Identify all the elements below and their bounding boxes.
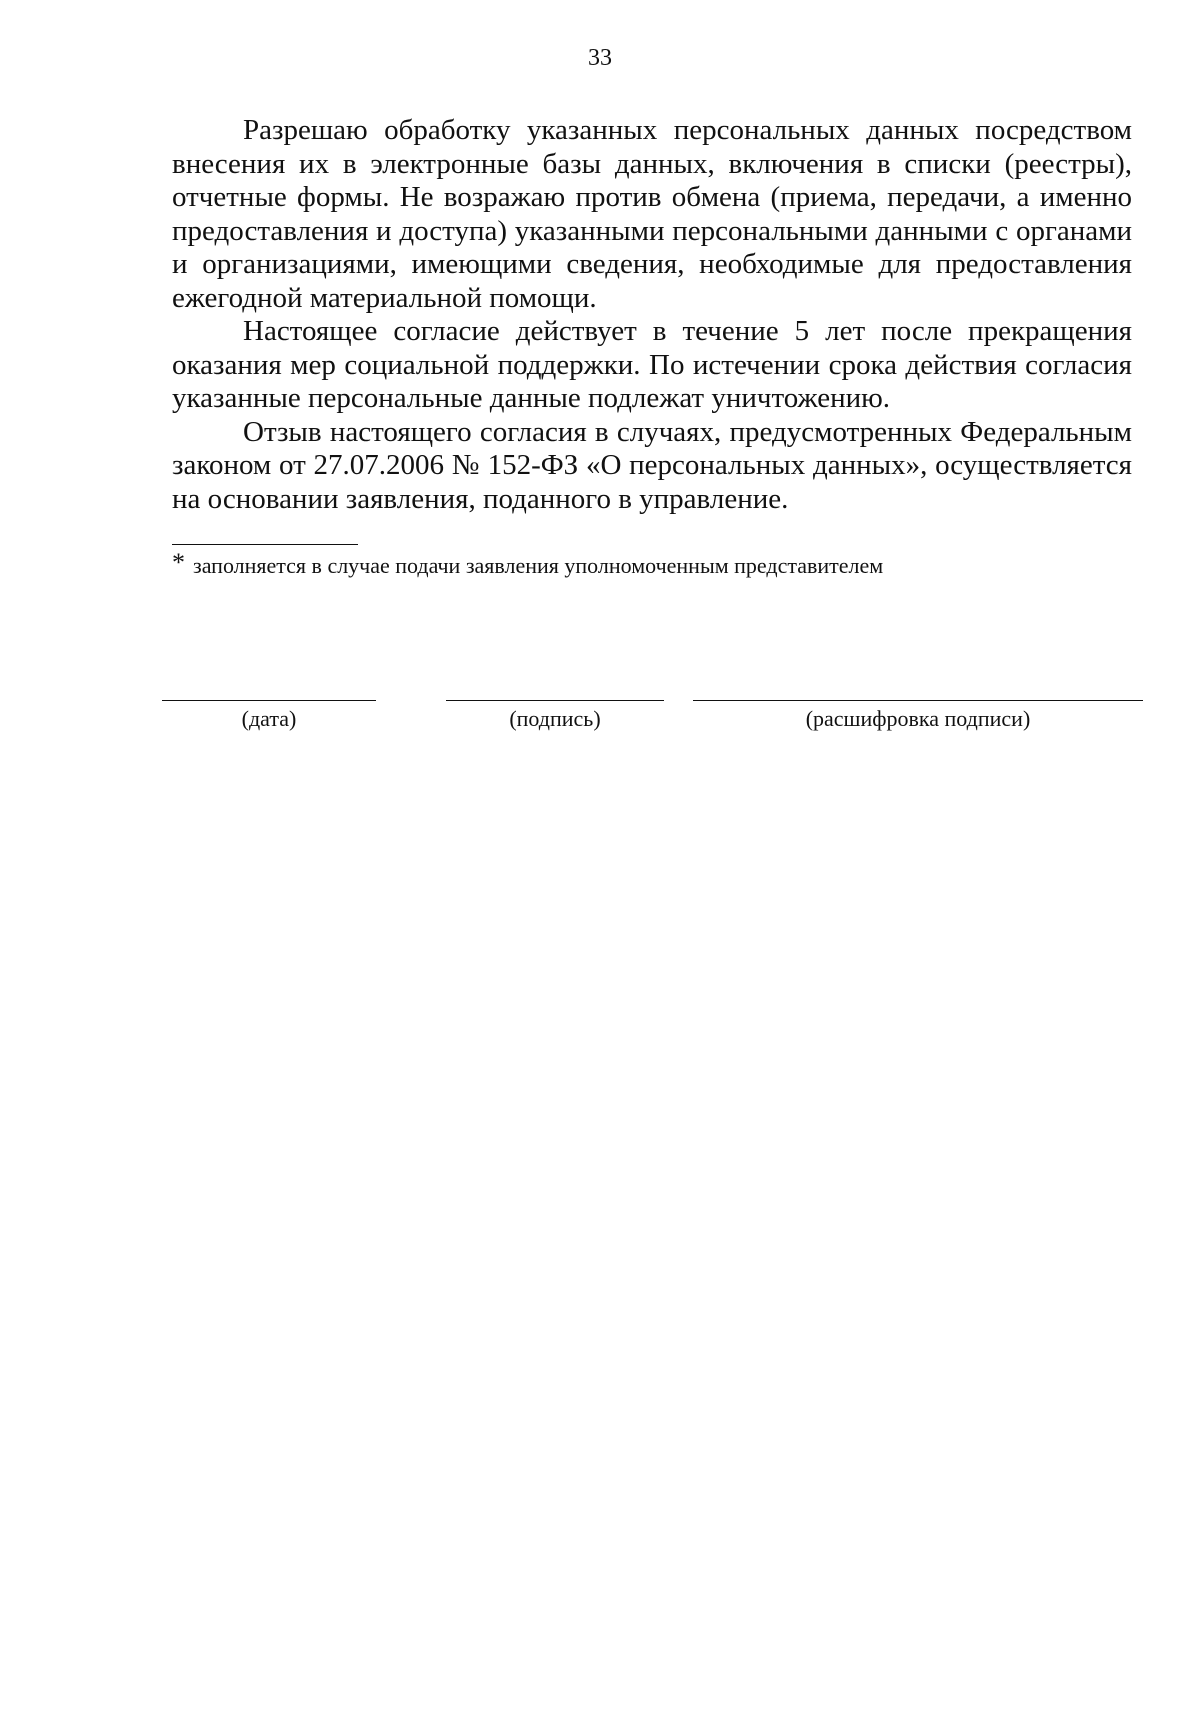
signature-line [446,700,664,701]
signature-decoding-label: (расшифровка подписи) [805,706,1031,731]
footnote-text: заполняется в случае подачи заявления уполномоченным представителем [193,553,884,578]
signature-decoding-line [693,700,1143,701]
footnote-divider [172,544,358,545]
footnote [172,548,884,579]
date-label: (дата) [241,706,297,731]
paragraph-validity-term: Настоящее согласие действует в течение 5 лет после прекращения оказания мер социальной поддержки. По истечении срока действия согласия указанные персональные данные подлежат уничтожению. [172,315,1132,414]
page-number: 33 [588,45,612,71]
signature-label: (подпись) [509,706,601,731]
consent-text [172,114,1132,516]
footnote-marker: * [172,548,185,577]
paragraph-withdrawal: Отзыв настоящего согласия в случаях, предусмотренных Федеральным законом от 27.07.2006 № 152-ФЗ «О персональных данных», осуществляется на основании заявления, поданного в управление. [172,415,1132,515]
paragraph-processing-consent: Разрешаю обработку указанных персональных данных посредством внесения их в электронные базы данных, включения в списки (реестры), отчетные формы. Не возражаю против обмена (приема, передачи, а именно предоставления и доступа) указанными персональными данными с органами и организациями, имеющими сведения, необходимые для предоставления ежегодной материальной помощи. [172,114,1132,314]
date-line [162,700,376,701]
